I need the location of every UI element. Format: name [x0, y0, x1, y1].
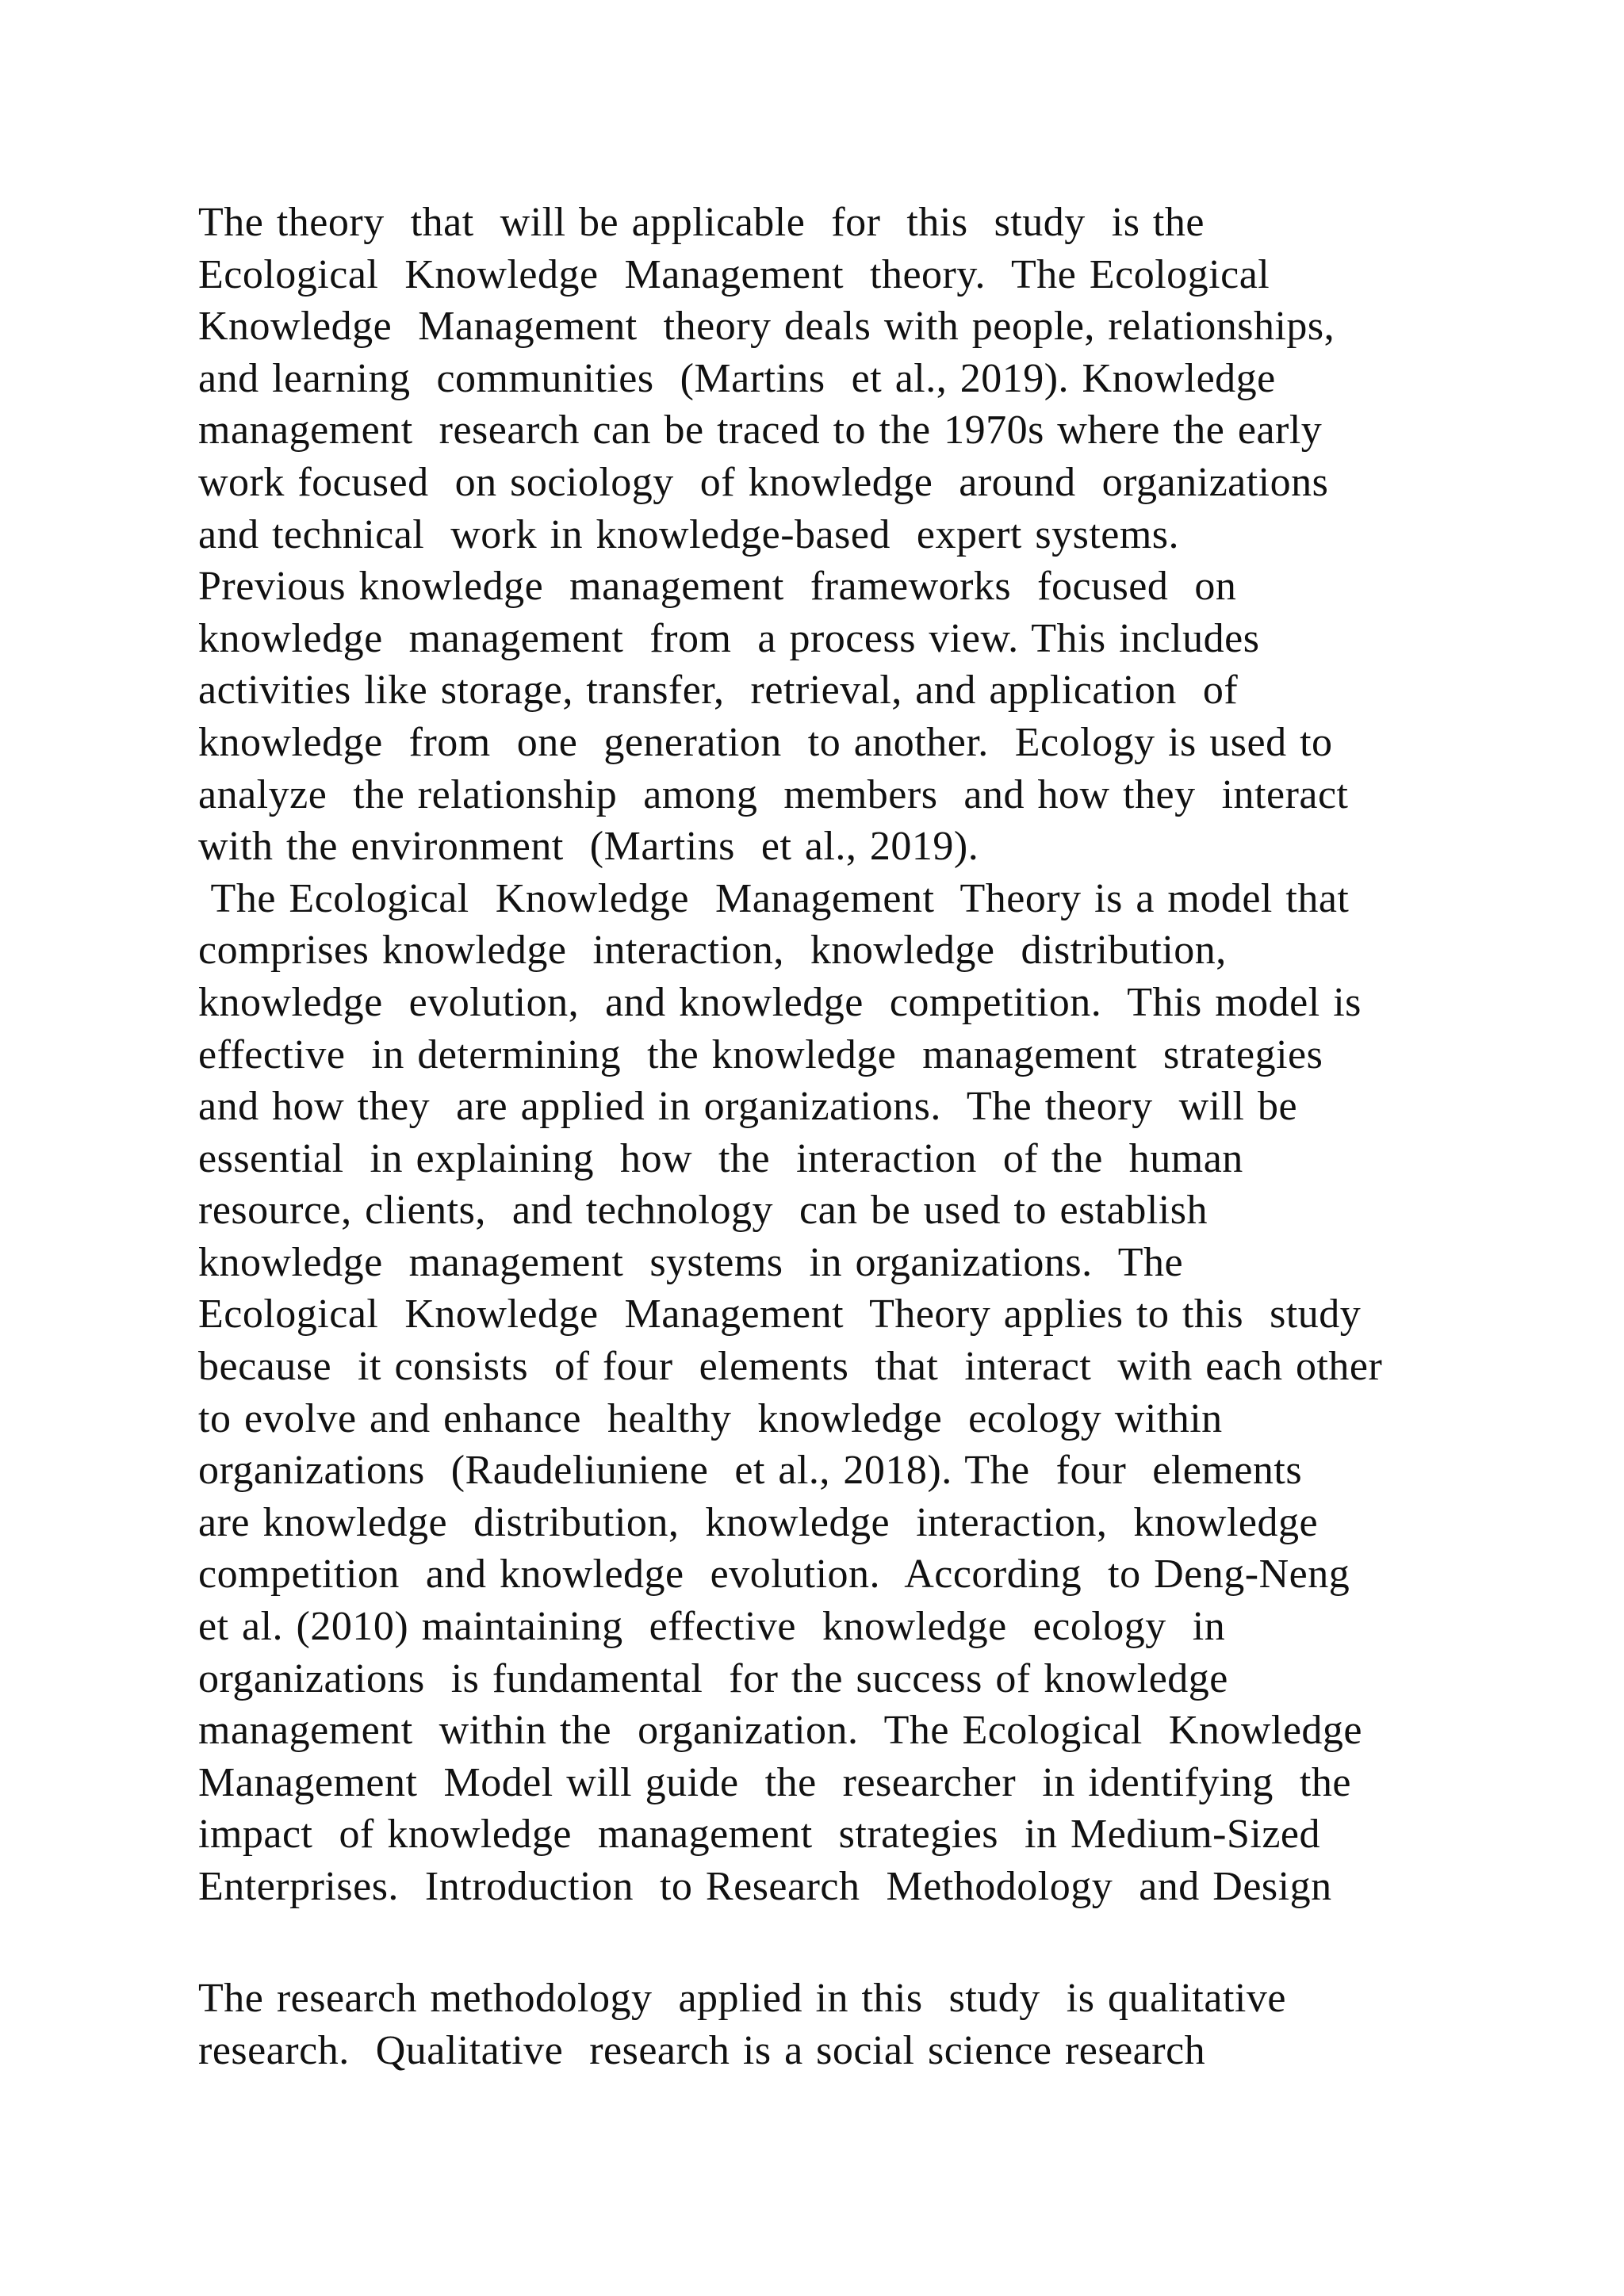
text-line: Ecological Knowledge Management Theory applies to this study [198, 1292, 1362, 1337]
text-line: The Ecological Knowledge Management Theory is a model that [198, 875, 1350, 921]
text-line: resource, clients, and technology can be used to establish [198, 1188, 1208, 1234]
text-line: knowledge management systems in organizations. The [198, 1239, 1184, 1285]
text-line: knowledge from one generation to another. Ecology is used to [198, 719, 1333, 765]
text-line: effective in determining the knowledge management strategies [198, 1031, 1323, 1077]
text-line: organizations (Raudeliuniene et al., 2018). The four elements [198, 1448, 1303, 1494]
text-line: essential in explaining how the interaction of the human [198, 1135, 1243, 1181]
text-line: The research methodology applied in this study is qualitative [198, 1976, 1286, 2021]
text-line: Knowledge Management theory deals with people, relationships, [198, 304, 1335, 350]
text-line: to evolve and enhance healthy knowledge ecology within [198, 1395, 1223, 1441]
text-line: The theory that will be applicable for this study is the [198, 200, 1205, 245]
text-line: management within the organization. The Ecological Knowledge [198, 1708, 1363, 1754]
text-line: activities like storage, transfer, retrieval, and application of [198, 668, 1239, 714]
text-line: impact of knowledge management strategies in Medium-Sized [198, 1812, 1321, 1858]
text-line: competition and knowledge evolution. According to Deng-Neng [198, 1552, 1350, 1598]
text-line: and how they are applied in organizations. The theory will be [198, 1084, 1298, 1130]
text-line: knowledge management from a process view. This includes [198, 615, 1260, 661]
text-line: comprises knowledge interaction, knowledge distribution, [198, 928, 1227, 974]
text-line: analyze the relationship among members and how they interact [198, 771, 1349, 817]
text-line: Ecological Knowledge Management theory. The Ecological [198, 251, 1270, 297]
text-line: and technical work in knowledge-based expert systems. [198, 511, 1180, 557]
text-line: et al. (2010) maintaining effective knowledge ecology in [198, 1604, 1226, 1650]
body-paragraph [198, 1973, 1546, 2076]
text-line: Previous knowledge management frameworks focused on [198, 564, 1237, 610]
text-line: organizations is fundamental for the success of knowledge [198, 1655, 1228, 1701]
text-line: and learning communities (Martins et al., 2019). Knowledge [198, 355, 1276, 401]
text-line: knowledge evolution, and knowledge competition. This model is [198, 979, 1362, 1025]
text-line: Management Model will guide the researcher in identifying the [198, 1759, 1351, 1805]
text-line: with the environment (Martins et al., 2019). [198, 824, 979, 870]
text-line: research. Qualitative research is a social science research [198, 2027, 1206, 2073]
text-line: work focused on sociology of knowledge around organizations [198, 459, 1329, 505]
text-line: Enterprises. Introduction to Research Methodology and Design [198, 1864, 1332, 1909]
body-paragraph [198, 197, 1546, 1913]
text-line: because it consists of four elements that interact with each other [198, 1344, 1383, 1390]
text-line: management research can be traced to the 1970s where the early [198, 408, 1323, 453]
text-line: are knowledge distribution, knowledge interaction, knowledge [198, 1499, 1319, 1545]
